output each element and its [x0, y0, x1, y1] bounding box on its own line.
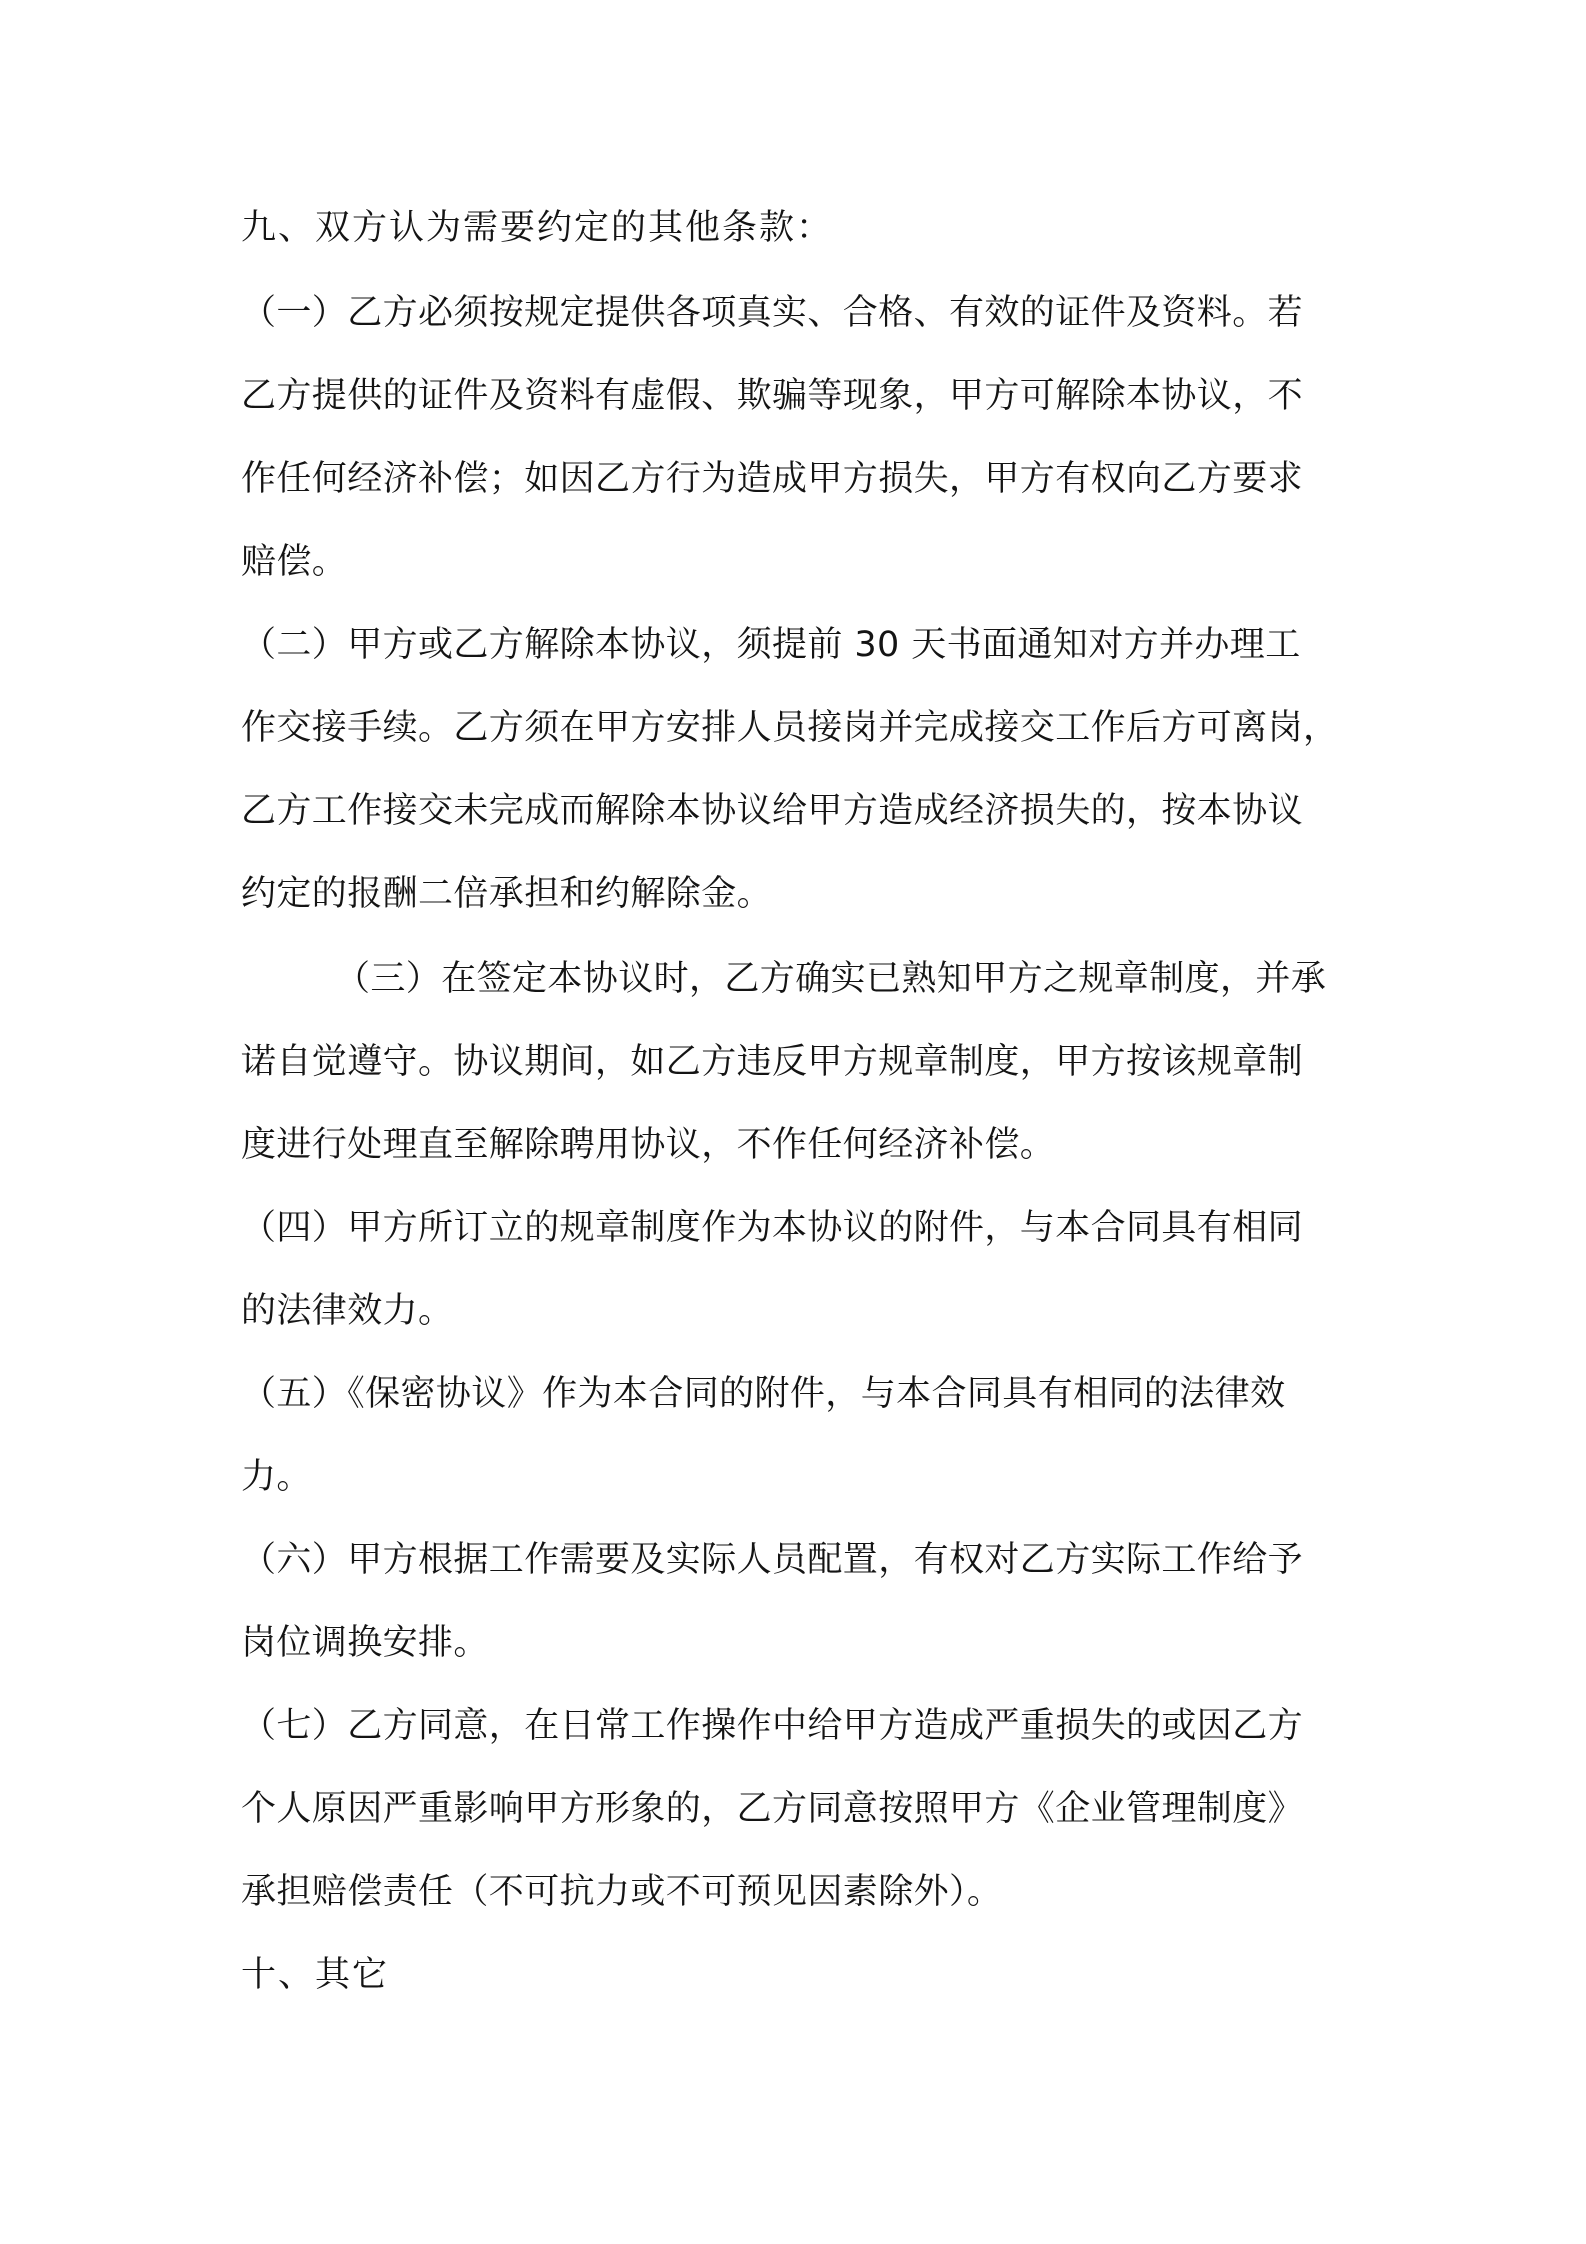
- clause-3-line-1: （三）在签定本协议时，乙方确实已熟知甲方之规章制度，并承: [335, 959, 1327, 999]
- clause-7-line-2: 个人原因严重影响甲方形象的，乙方同意按照甲方《企业管理制度》: [241, 1789, 1304, 1829]
- section-9-heading: 九、双方认为需要约定的其他条款：: [241, 208, 834, 248]
- clause-3-line-3: 度进行处理直至解除聘用协议，不作任何经济补偿。: [241, 1125, 1056, 1165]
- clause-7-line-1: （七）乙方同意，在日常工作操作中给甲方造成严重损失的或因乙方: [241, 1706, 1304, 1746]
- clause-2-line-4: 约定的报酬二倍承担和约解除金。: [241, 874, 773, 914]
- clause-4-line-2: 的法律效力。: [241, 1291, 454, 1331]
- clause-4-line-1: （四）甲方所订立的规章制度作为本协议的附件，与本合同具有相同: [241, 1208, 1304, 1248]
- clause-1-line-3: 作任何经济补偿；如因乙方行为造成甲方损失，甲方有权向乙方要求: [241, 459, 1304, 499]
- clause-1-line-2: 乙方提供的证件及资料有虚假、欺骗等现象，甲方可解除本协议，不: [241, 376, 1304, 416]
- clause-2-line-2: 作交接手续。乙方须在甲方安排人员接岗并完成接交工作后方可离岗，: [241, 708, 1339, 748]
- clause-5-line-1: （五）《保密协议》作为本合同的附件，与本合同具有相同的法律效: [241, 1374, 1286, 1414]
- clause-7-line-3: 承担赔偿责任（不可抗力或不可预见因素除外）。: [241, 1872, 1003, 1912]
- clause-1-line-1: （一）乙方必须按规定提供各项真实、合格、有效的证件及资料。若: [241, 293, 1304, 333]
- clause-5-line-2: 力。: [241, 1457, 312, 1497]
- clause-2-line-1: （二）甲方或乙方解除本协议，须提前 30 天书面通知对方并办理工: [241, 625, 1301, 665]
- section-10-heading: 十、其它: [241, 1955, 390, 1995]
- clause-6-line-1: （六）甲方根据工作需要及实际人员配置，有权对乙方实际工作给予: [241, 1540, 1304, 1580]
- clause-3-line-2: 诺自觉遵守。协议期间，如乙方违反甲方规章制度，甲方按该规章制: [241, 1042, 1304, 1082]
- clause-2-line-3: 乙方工作接交未完成而解除本协议给甲方造成经济损失的，按本协议: [241, 791, 1304, 831]
- clause-1-line-4: 赔偿。: [241, 542, 348, 582]
- clause-6-line-2: 岗位调换安排。: [241, 1623, 489, 1663]
